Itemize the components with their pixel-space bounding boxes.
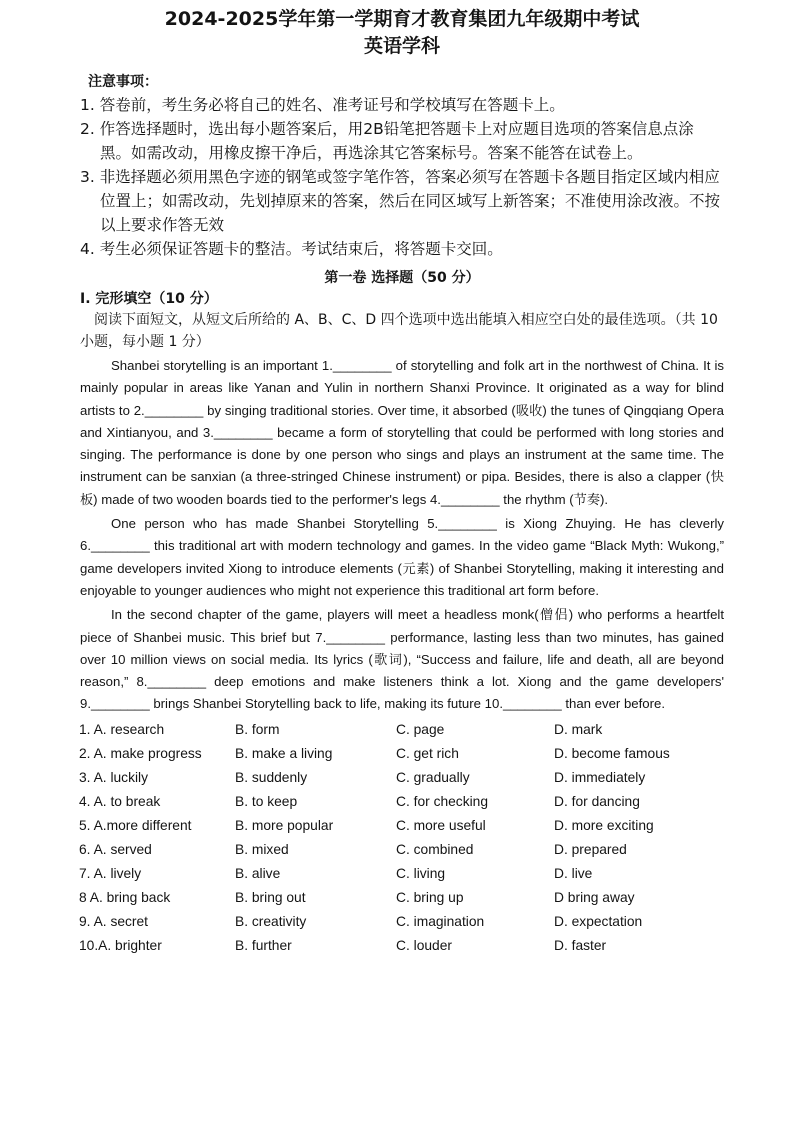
part-title: I. 完形填空（10 分） <box>80 291 218 307</box>
option-row <box>79 886 724 910</box>
option-b: B. more popular <box>235 817 334 833</box>
exam-title: 2024-2025学年第一学期育才教育集团九年级期中考试 <box>164 8 640 30</box>
option-a: 9. A. secret <box>79 913 149 929</box>
option-row <box>79 766 724 790</box>
notes-list <box>80 93 724 261</box>
option-c: C. imagination <box>396 913 485 929</box>
option-b: B. bring out <box>235 889 306 905</box>
option-a: 5. A.more different <box>79 817 192 833</box>
note-item: 2. 作答选择题时，选出每小题答案后，用2B铅笔把答题卡上对应题目选项的答案信息点涂黑。如需改动，用橡皮擦干净后，再选涂其它答案标号。答案不能答在试卷上。 <box>80 120 694 162</box>
option-d: D bring away <box>554 889 635 905</box>
option-row <box>79 790 724 814</box>
option-row <box>79 862 724 886</box>
option-row <box>79 910 724 934</box>
option-b: B. mixed <box>235 841 289 857</box>
exam-subject: 英语学科 <box>363 35 440 57</box>
option-b: B. alive <box>235 865 281 881</box>
note-item: 4. 考生必须保证答题卡的整洁。考试结束后，将答题卡交回。 <box>80 240 503 258</box>
option-c: C. get rich <box>396 745 459 761</box>
option-row <box>79 742 724 766</box>
option-d: D. faster <box>554 937 607 953</box>
option-a: 7. A. lively <box>79 865 142 881</box>
option-row <box>79 838 724 862</box>
option-c: C. page <box>396 721 445 737</box>
option-b: B. further <box>235 937 292 953</box>
option-d: D. immediately <box>554 769 646 785</box>
option-b: B. suddenly <box>235 769 308 785</box>
option-row <box>79 718 724 742</box>
option-a: 4. A. to break <box>79 793 161 809</box>
option-row <box>79 814 724 838</box>
section-title: 第一卷 选择题（50 分） <box>324 270 480 286</box>
option-a: 10.A. brighter <box>79 937 162 953</box>
option-d: D. become famous <box>554 745 670 761</box>
option-d: D. expectation <box>554 913 643 929</box>
cloze-passage <box>80 355 724 716</box>
option-b: B. form <box>235 721 280 737</box>
option-b: B. to keep <box>235 793 298 809</box>
option-d: D. more exciting <box>554 817 654 833</box>
part-instruction: 阅读下面短文，从短文后所给的 A、B、C、D 四个选项中选出能填入相应空白处的最佳选项。（共 10 小题，每小题 1 分） <box>80 312 718 350</box>
option-c: C. bring up <box>396 889 464 905</box>
note-item: 3. 非选择题必须用黑色字迹的钢笔或签字笔作答，答案必须写在答题卡各题目指定区域内相应位置上；如需改动，先划掉原来的答案，然后在同区域写上新答案；不准使用涂改液。不按以上要求作答无效 <box>80 168 721 234</box>
option-c: C. more useful <box>396 817 486 833</box>
passage-paragraph: One person who has made Shanbei Storytelling 5.________ is Xiong Zhuying. He has cleverly 6.________ this traditional art with modern technology and games. In the video game “Black Myth: Wukong,” game developers invited Xiong to introduce elements (元素) of Shanbei Storytelling, making it interesting and enjoyable to younger audiences who might not experience this traditional art form before. <box>80 516 724 598</box>
passage-paragraph: In the second chapter of the game, players will meet a headless monk(僧侣) who performs a heartfelt piece of Shanbei music. This brief but 7.________ performance, lasting less than two minutes, has gained over 10 million views on social media. Its lyrics (歌词), “Success and failure, life and death, all are beyond reason,” 8.________ deep emotions and make listeners think a lot. Xiong and the game developers' 9.________ brings Shanbei Storytelling back to life, making its future 10.________ than ever before. <box>80 607 724 712</box>
option-d: D. prepared <box>554 841 627 857</box>
option-c: C. for checking <box>396 793 489 809</box>
option-b: B. make a living <box>235 745 333 761</box>
option-c: C. combined <box>396 841 474 857</box>
note-item: 1. 答卷前，考生务必将自己的姓名、准考证号和学校填写在答题卡上。 <box>80 96 565 114</box>
option-d: D. mark <box>554 721 603 737</box>
option-row <box>79 934 724 958</box>
option-d: D. live <box>554 865 593 881</box>
option-c: C. living <box>396 865 446 881</box>
option-a: 3. A. luckily <box>79 769 149 785</box>
passage-paragraph: Shanbei storytelling is an important 1.________ of storytelling and folk art in the northwest of China. It is mainly popular in areas like Yanan and Yulin in northern Shanxi Province. It originated as a way for blind artists to 2.________ by singing traditional stories. Over time, it absorbed (吸收) the tunes of Qingqiang Opera and Xintianyou, and 3.________ became a form of storytelling that could be performed with long stories and singing. The performance is done by one person who sings and plays an instrument at the same time. The instrument can be sanxian (a three-stringed Chinese instrument) or pipa. Besides, there is also a clapper (快板) made of two wooden boards tied to the performer's legs 4.________ the rhythm (节奏). <box>80 358 724 507</box>
option-d: D. for dancing <box>554 793 640 809</box>
option-a: 8 A. bring back <box>79 889 171 905</box>
option-c: C. louder <box>396 937 452 953</box>
option-a: 2. A. make progress <box>79 745 202 761</box>
option-a: 1. A. research <box>79 721 165 737</box>
option-a: 6. A. served <box>79 841 152 857</box>
option-b: B. creativity <box>235 913 307 929</box>
notes-heading: 注意事项： <box>88 74 158 90</box>
option-c: C. gradually <box>396 769 470 785</box>
answer-options <box>79 718 724 958</box>
